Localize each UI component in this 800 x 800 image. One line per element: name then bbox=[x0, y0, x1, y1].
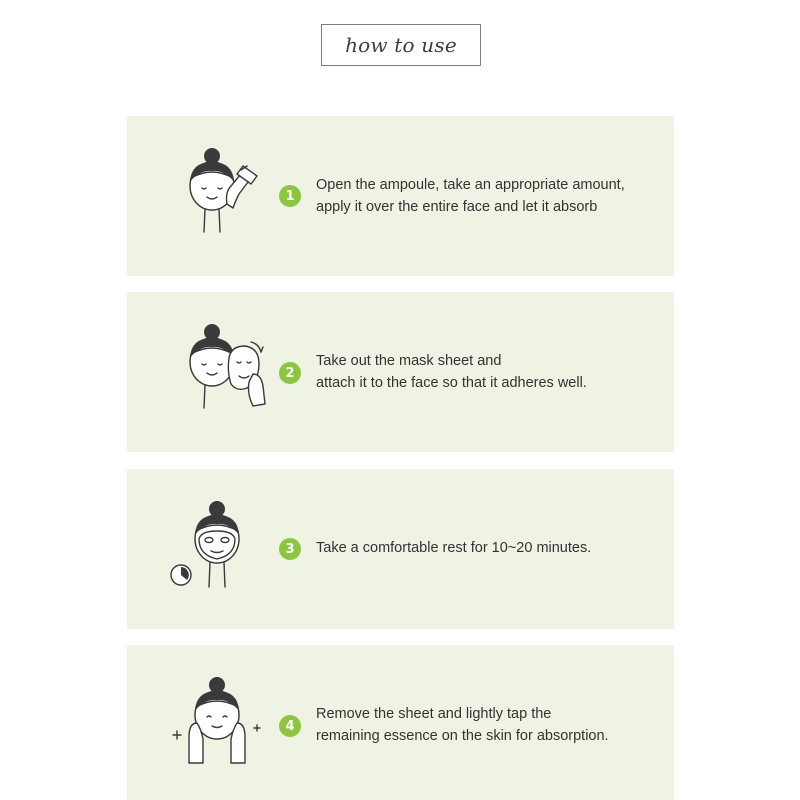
step-number-badge-3: 3 bbox=[279, 538, 301, 560]
mask-rest-timer-icon bbox=[167, 497, 277, 597]
step-card-3 bbox=[127, 469, 674, 629]
mask-sheet-attach-icon bbox=[167, 320, 277, 420]
step-number-badge-4: 4 bbox=[279, 715, 301, 737]
step-text-3 bbox=[316, 538, 591, 560]
step-number-badge-1: 1 bbox=[279, 185, 301, 207]
step-4-line-1: Remove the sheet and lightly tap the bbox=[316, 706, 552, 722]
step-text-1 bbox=[316, 175, 625, 218]
step-card-4 bbox=[127, 645, 674, 800]
step-2-line-2: attach it to the face so that it adheres well. bbox=[316, 374, 587, 391]
step-card-1 bbox=[127, 116, 674, 276]
step-text-2 bbox=[316, 351, 587, 394]
step-4-line-2: remaining essence on the skin for absorption. bbox=[316, 727, 609, 744]
tap-essence-icon bbox=[167, 673, 277, 773]
step-number-badge-2: 2 bbox=[279, 362, 301, 384]
step-text-4 bbox=[316, 704, 609, 747]
step-2-line-1: Take out the mask sheet and bbox=[316, 353, 502, 369]
step-3-line-1: Take a comfortable rest for 10~20 minutes. bbox=[316, 540, 592, 556]
ampoule-apply-icon bbox=[167, 144, 277, 244]
page-title: how to use bbox=[345, 33, 457, 57]
step-card-2 bbox=[127, 292, 674, 452]
step-1-line-1: Open the ampoule, take an appropriate amount, bbox=[316, 177, 625, 193]
step-1-line-2: apply it over the entire face and let it absorb bbox=[316, 198, 598, 215]
title-box bbox=[321, 24, 481, 66]
